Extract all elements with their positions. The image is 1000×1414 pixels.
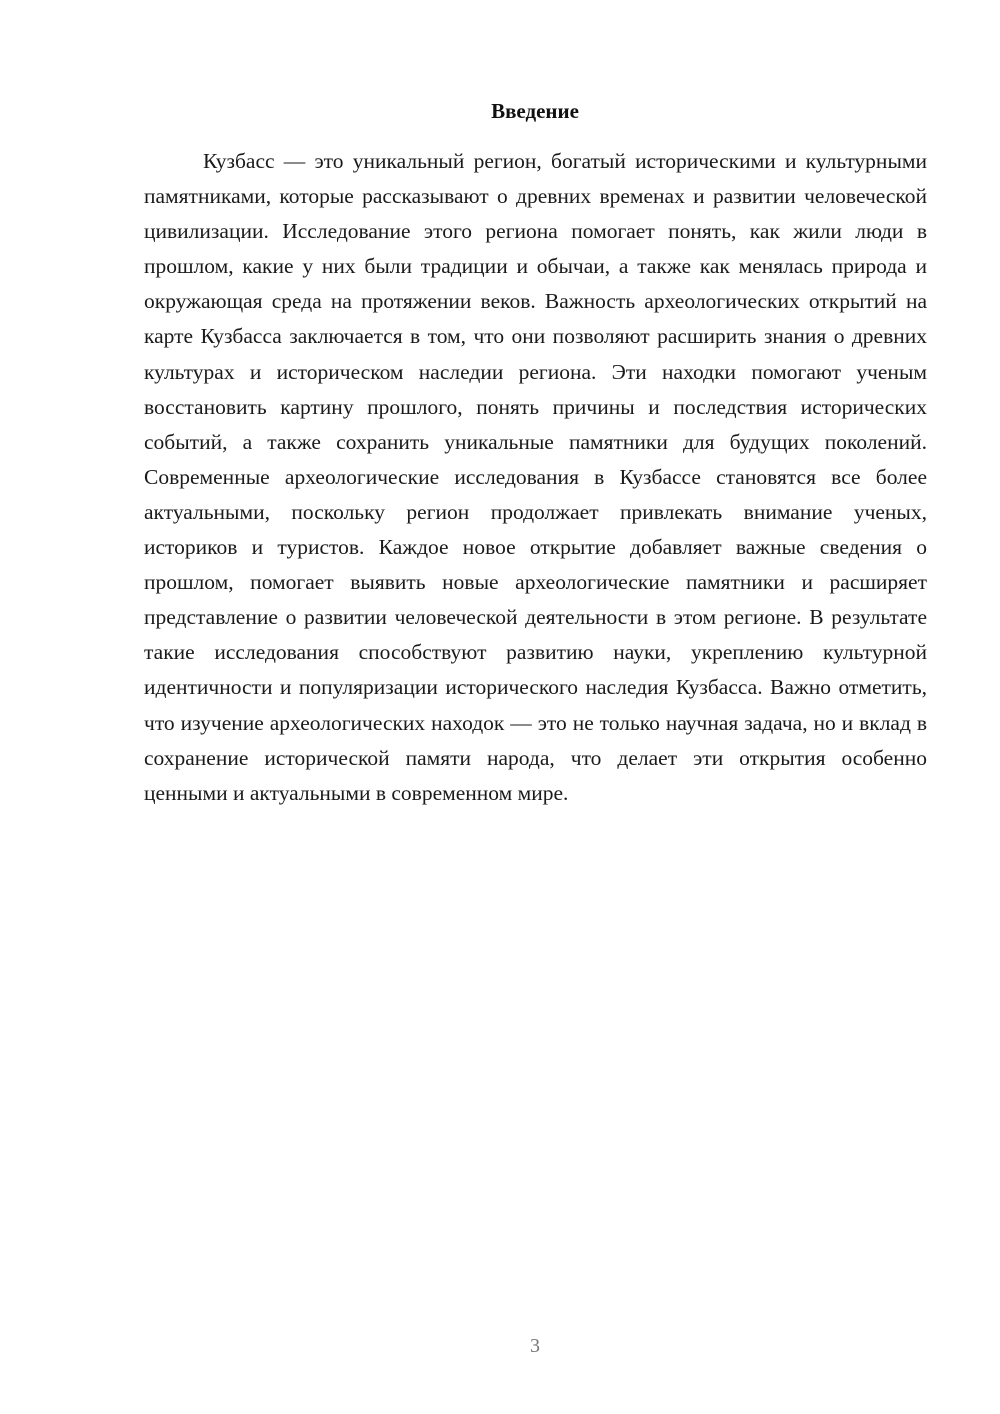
section-heading: Введение (491, 99, 579, 123)
body-paragraph: Кузбасс — это уникальный регион, богатый историческими и культурными памятниками, которые рассказывают о древних временах и развитии человеческой цивилизации. Исследование этого региона помогает понять, как жили люди в прошлом, какие у них были традиции и обычаи, а также как менялась природа и окружающая среда на протяжении веков. Важность археологических открытий на карте Кузбасса заключается в том, что они позволяют расширить знания о древних культурах и историческом наследии региона. Эти находки помогают ученым восстановить картину прошлого, понять причины и последствия исторических событий, а также сохранить уникальные памятники для будущих поколений. Современные археологические исследования в Кузбассе становятся все более актуальными, поскольку регион продолжает привлекать внимание ученых, историков и туристов. Каждое новое открытие добавляет важные сведения о прошлом, помогает выявить новые археологические памятники и расширяет представление о развитии человеческой деятельности в этом регионе. В результате такие исследования способствуют развитию науки, укреплению культурной идентичности и популяризации исторического наследия Кузбасса. Важно отметить, что изучение археологических находок — это не только научная задача, но и вклад в сохранение исторической памяти народа, что делает эти открытия особенно ценными и актуальными в современном мире. (144, 149, 927, 805)
page-number: 3 (530, 1335, 540, 1357)
